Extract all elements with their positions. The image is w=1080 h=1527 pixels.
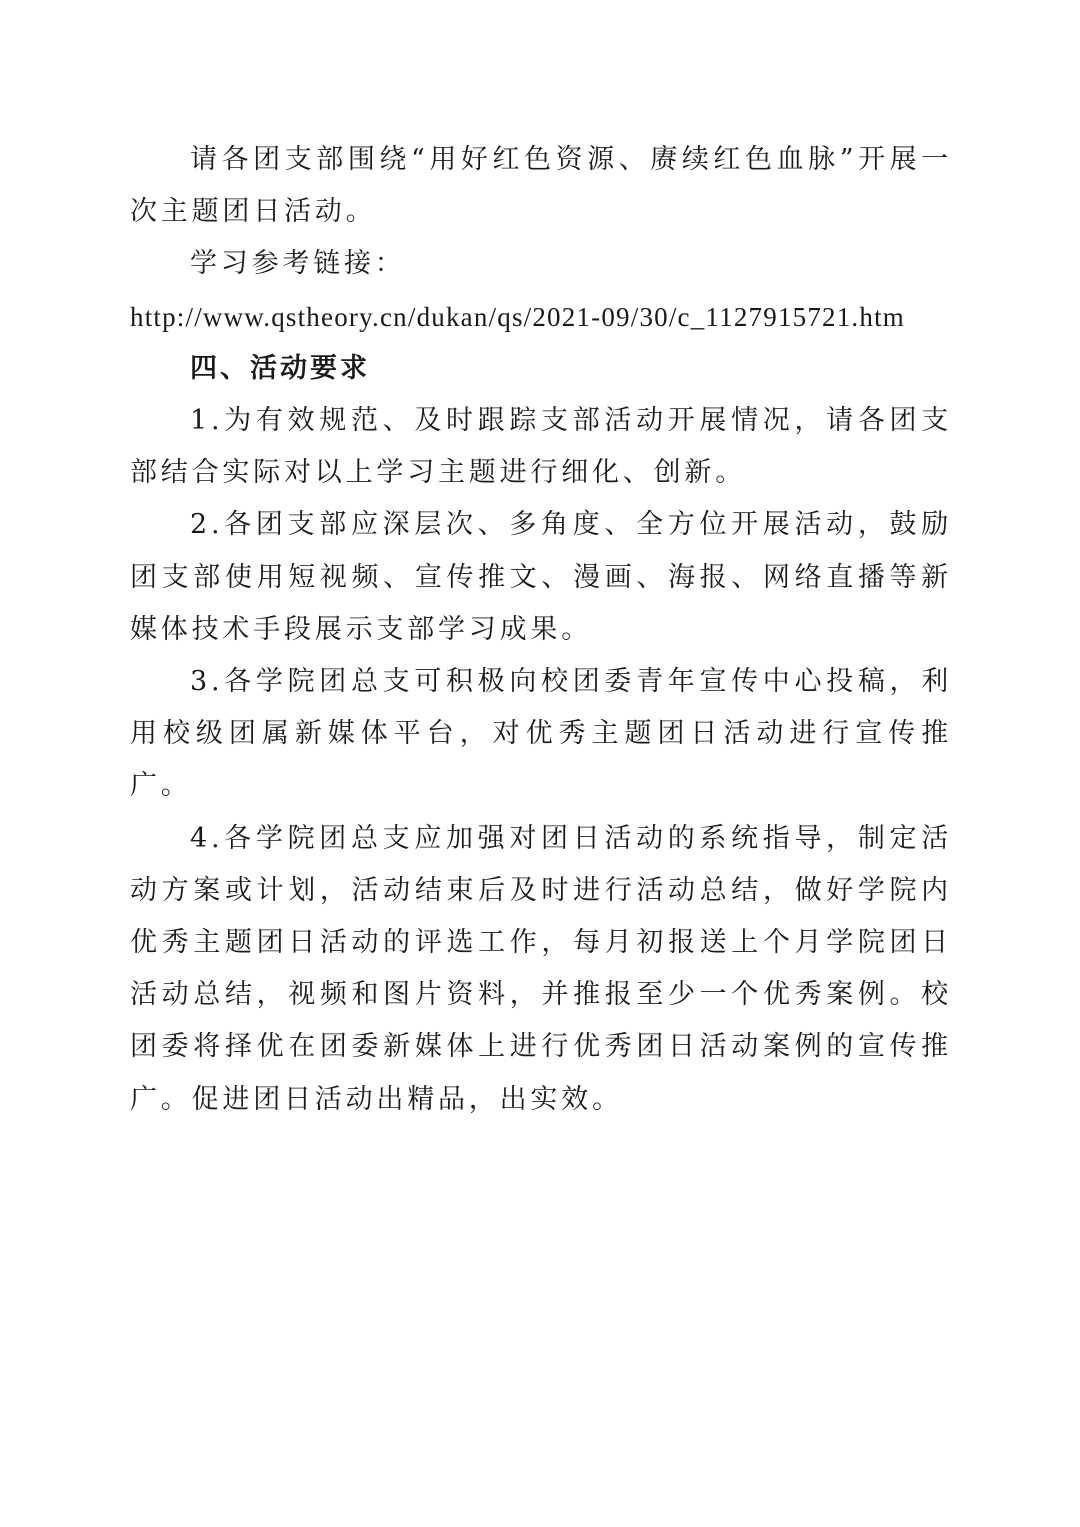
reference-label: 学习参考链接：	[190, 248, 406, 280]
requirement-item-4: 4.各学院团总支应加强对团日活动的系统指导，制定活动方案或计划，活动结束后及时进行活动总结，做好学院内优秀主题团日活动的评选工作，每月初报送上个月学院团日活动总结，视频和图片资料，并推报至少一个优秀案例。校团委将择优在团委新媒体上进行优秀团日活动案例的宣传推广。促进团日活动出精品，出实效。	[130, 822, 952, 1115]
document-body	[130, 134, 952, 1126]
requirement-item-3: 3.各学院团总支可积极向校团委青年宣传中心投稿，利用校级团属新媒体平台，对优秀主题团日活动进行宣传推广。	[130, 666, 952, 802]
requirement-item-2: 2.各团支部应深层次、多角度、全方位开展活动，鼓励团支部使用短视频、宣传推文、漫画、海报、网络直播等新媒体技术手段展示支部学习成果。	[130, 509, 952, 645]
reference-link[interactable]: http://www.qstheory.cn/dukan/qs/2021-09/30/c_1127915721.htm	[130, 301, 905, 332]
requirement-item-1: 1.为有效规范、及时跟踪支部活动开展情况，请各团支部结合实际对以上学习主题进行细化、创新。	[130, 405, 952, 489]
intro-paragraph: 请各团支部围绕“用好红色资源、赓续红色血脉”开展一次主题团日活动。	[130, 144, 952, 228]
section-heading: 四、活动要求	[190, 352, 370, 384]
